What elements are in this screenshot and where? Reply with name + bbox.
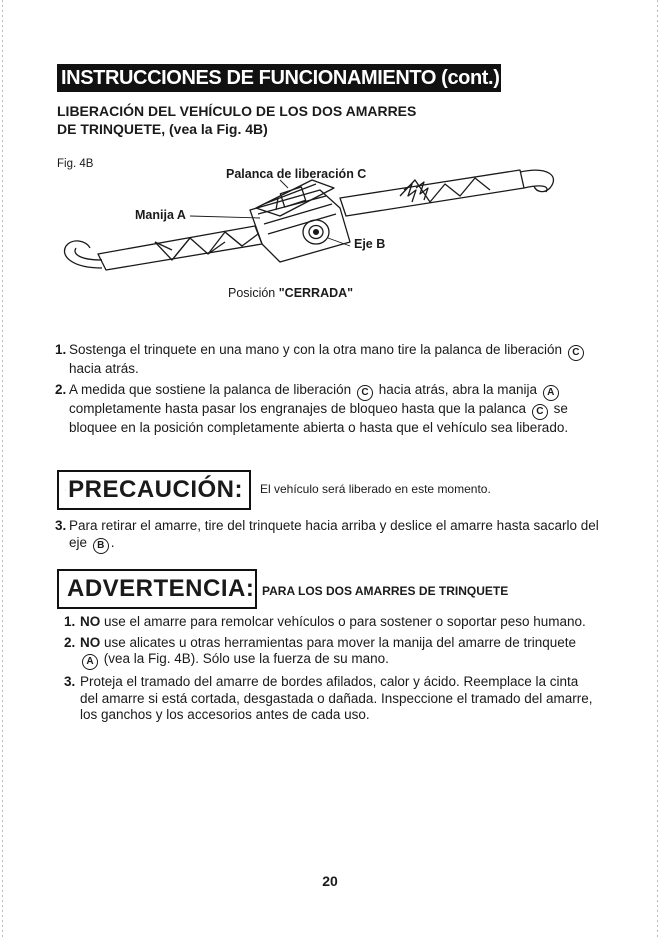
circle-letter-c-icon: C	[532, 404, 548, 420]
step-text-bold: NO	[80, 634, 101, 650]
right-strap-webbing	[340, 170, 524, 216]
step-number: 1.	[55, 342, 67, 357]
warning-heading: PARA LOS DOS AMARRES DE TRINQUETE	[262, 584, 509, 598]
step-text: Proteja el tramado del amarre de bordes afilados, calor y ácido. Reemplace la cinta del amarre si está cortada, desgastada o dañada. Inspeccione el tramado del amarre, los ganchos y los accesorios antes de cada uso.	[80, 674, 593, 722]
step-text-part: use el amarre para remolcar vehículos o para sostener o soportar peso humano.	[100, 614, 586, 629]
callout-leader-handle	[190, 216, 260, 218]
list-item	[64, 674, 594, 724]
step-text	[80, 635, 594, 671]
list-item	[55, 342, 615, 378]
warning-notice	[57, 569, 627, 609]
step-number: 1.	[64, 614, 76, 629]
caution-label: PRECAUCIÓN:	[68, 476, 243, 503]
circle-letter-c-icon: C	[568, 345, 584, 361]
warning-label: ADVERTENCIA:	[67, 575, 255, 602]
step-text-part: Para retirar el amarre, tire del trinquete hacia arriba y deslice el amarre hasta sacarlo del eje	[69, 518, 599, 550]
release-steps-list	[55, 342, 615, 440]
ratchet-body	[250, 190, 350, 262]
step-text	[69, 382, 615, 437]
step-text-part: Sostenga el trinquete en una mano y con la otra mano tire la palanca de liberación	[69, 342, 566, 357]
step-text	[69, 342, 615, 378]
step-text-part: A medida que sostiene la palanca de liberación	[69, 381, 355, 397]
step-text	[80, 614, 594, 631]
list-item	[55, 382, 615, 437]
callout-handle: Manija A	[135, 208, 186, 222]
figure-label: Fig. 4B	[57, 158, 94, 170]
list-item	[64, 614, 594, 631]
warning-label-box	[57, 569, 257, 609]
step-text-part: completamente hasta pasar los engranajes de bloqueo hasta que la palanca	[69, 400, 530, 416]
step-text	[69, 518, 615, 554]
warning-triangle-icon	[65, 478, 66, 502]
removal-steps-list	[55, 518, 615, 558]
step-number: 3.	[64, 674, 76, 689]
figure-caption-prefix: Posición	[228, 286, 279, 300]
callout-leader-lever	[280, 180, 288, 188]
section-heading	[57, 102, 517, 138]
page-edge-right	[657, 0, 658, 938]
circle-letter-b-icon: B	[93, 538, 109, 554]
list-item	[55, 518, 615, 554]
circle-letter-a-icon: A	[82, 654, 98, 670]
list-item	[64, 635, 594, 671]
section-heading-line-1: LIBERACIÓN DEL VEHÍCULO DE LOS DOS AMARRES	[57, 103, 417, 119]
circle-letter-a-icon: A	[543, 385, 559, 401]
step-number: 3.	[55, 518, 67, 533]
step-number: 2.	[55, 381, 67, 397]
page-number: 20	[322, 873, 338, 889]
page-edge-left	[2, 0, 3, 938]
callout-release-lever: Palanca de liberación C	[226, 167, 367, 181]
left-hook-icon	[65, 241, 103, 268]
figure-caption	[228, 286, 353, 300]
left-strap-webbing	[98, 226, 262, 270]
figure-caption-bold: "CERRADA"	[278, 286, 354, 300]
caution-notice	[57, 470, 617, 510]
step-text-bold: NO	[80, 614, 101, 629]
caution-text: El vehículo será liberado en este momento.	[260, 482, 491, 496]
step-text-part: hacia atrás.	[69, 361, 139, 376]
section-heading-line-2: DE TRINQUETE, (vea la Fig. 4B)	[57, 121, 268, 137]
callout-axle: Eje B	[354, 237, 386, 251]
step-text-part: se bloquee en la posición completamente abierta o hasta que el vehículo sea liberado.	[69, 400, 569, 435]
step-number: 2.	[64, 634, 76, 650]
step-text-part: .	[110, 534, 115, 550]
caution-label-box	[57, 470, 251, 510]
warning-items-list	[64, 614, 594, 728]
step-text-part: (vea la Fig. 4B). Sólo use la fuerza de su mano.	[100, 651, 389, 666]
circle-letter-c-icon: C	[357, 385, 373, 401]
step-text-part: hacia atrás, abra la manija	[374, 381, 541, 397]
handle-a-icon	[256, 180, 334, 216]
step-text-part: use alicates u otras herramientas para mover la manija del amarre de trinquete	[100, 634, 576, 650]
page-title: INSTRUCCIONES DE FUNCIONAMIENTO (cont.)	[57, 64, 501, 92]
